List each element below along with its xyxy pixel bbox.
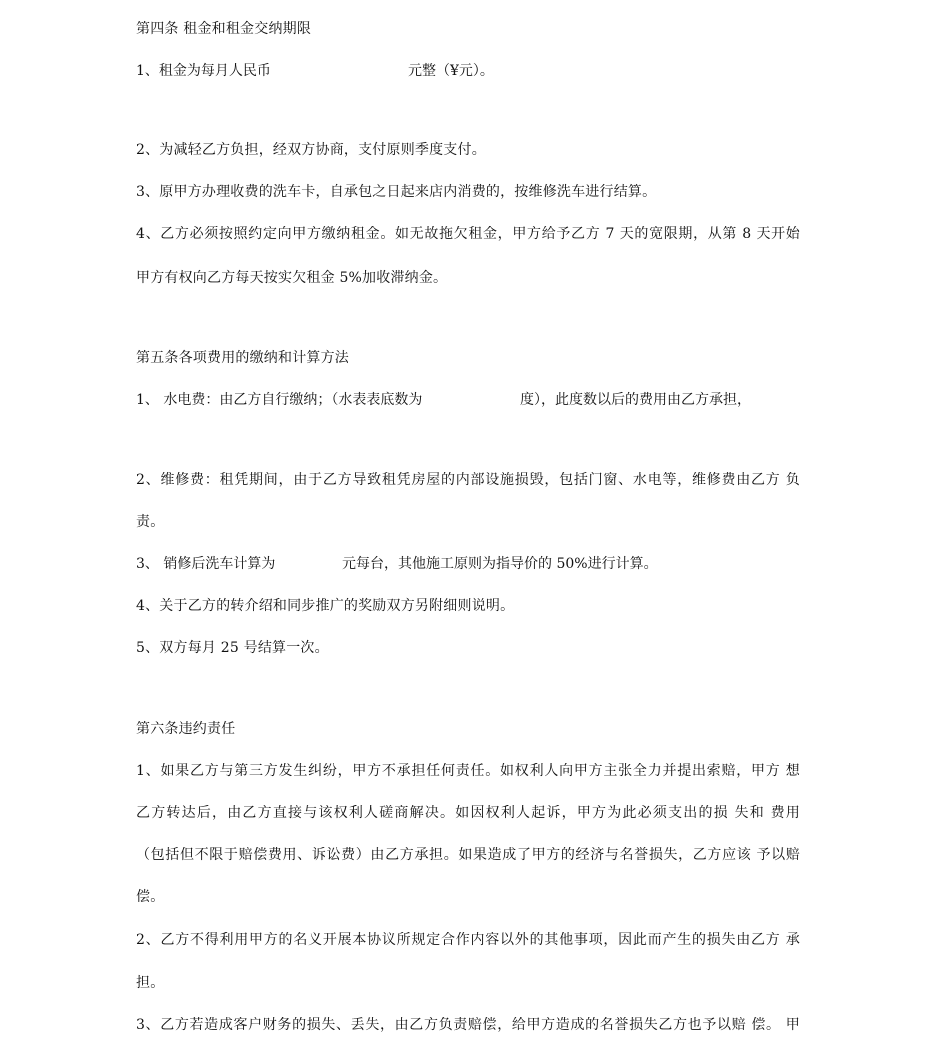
art4-item1-prefix: 1、租金为每月人民币 <box>136 63 271 79</box>
art6-item3-line1: 3、乙方若造成客户财务的损失、丢失，由乙方负责赔偿，给甲方造成的名誉损失乙方也予以赔 偿。 甲 <box>136 1017 800 1033</box>
art5-item4: 4、关于乙方的转介绍和同步推广的奖励双方另附细则说明。 <box>136 598 515 614</box>
art5-item3-suffix: 元每台，其他施工原则为指导价的 50%进行计算。 <box>342 556 658 572</box>
art5-item1-prefix: 1、 水电费：由乙方自行缴纳；（水表表底数为 <box>136 392 423 408</box>
article-4-heading: 第四条 租金和租金交纳期限 <box>136 21 312 37</box>
art4-item1-suffix: 元整（¥元）。 <box>408 63 494 79</box>
art6-item1-line4: 偿。 <box>136 889 165 905</box>
art6-item2-line1: 2、乙方不得利用甲方的名义开展本协议所规定合作内容以外的其他事项，因此而产生的损失由乙方 承 <box>136 932 800 948</box>
art5-item2-line2: 责。 <box>136 514 165 530</box>
article-6-heading: 第六条违约责任 <box>136 721 236 737</box>
art4-item4-line1: 4、乙方必须按照约定向甲方缴纳租金。如无故拖欠租金，甲方给予乙方 7 天的宽限期，从第 8 天开始 <box>136 226 800 242</box>
art6-item1-line1: 1、如果乙方与第三方发生纠纷，甲方不承担任何责任。如权利人向甲方主张全力并提出索赔，甲方 想 <box>136 763 800 779</box>
art5-item2-line1: 2、维修费：租凭期间，由于乙方导致租凭房屋的内部设施损毁，包括门窗、水电等，维修费由乙方 负 <box>136 472 800 488</box>
art4-item3: 3、原甲方办理收费的洗车卡，自承包之日起来店内消费的，按维修洗车进行结算。 <box>136 184 657 200</box>
art5-item1-suffix: 度），此度数以后的费用由乙方承担， <box>520 392 751 408</box>
article-5-heading: 第五条各项费用的缴纳和计算方法 <box>136 350 349 366</box>
art6-item1-line2: 乙方转达后，由乙方直接与该权利人磋商解决。如因权利人起诉，甲方为此必须支出的损 失和 费用 <box>136 805 800 821</box>
art5-item5: 5、双方每月 25 号结算一次。 <box>136 640 329 656</box>
art5-item3-prefix: 3、 销修后洗车计算为 <box>136 556 276 572</box>
art6-item2-line2: 担。 <box>136 975 165 991</box>
art4-item2: 2、为减轻乙方负担，经双方协商，支付原则季度支付。 <box>136 142 486 158</box>
art4-item4-line2: 甲方有权向乙方每天按实欠租金 5%加收滞纳金。 <box>136 270 448 286</box>
art6-item1-line3: （包括但不限于赔偿费用、诉讼费）由乙方承担。如果造成了甲方的经济与名誉损失，乙方应该 予以赔 <box>136 847 800 863</box>
